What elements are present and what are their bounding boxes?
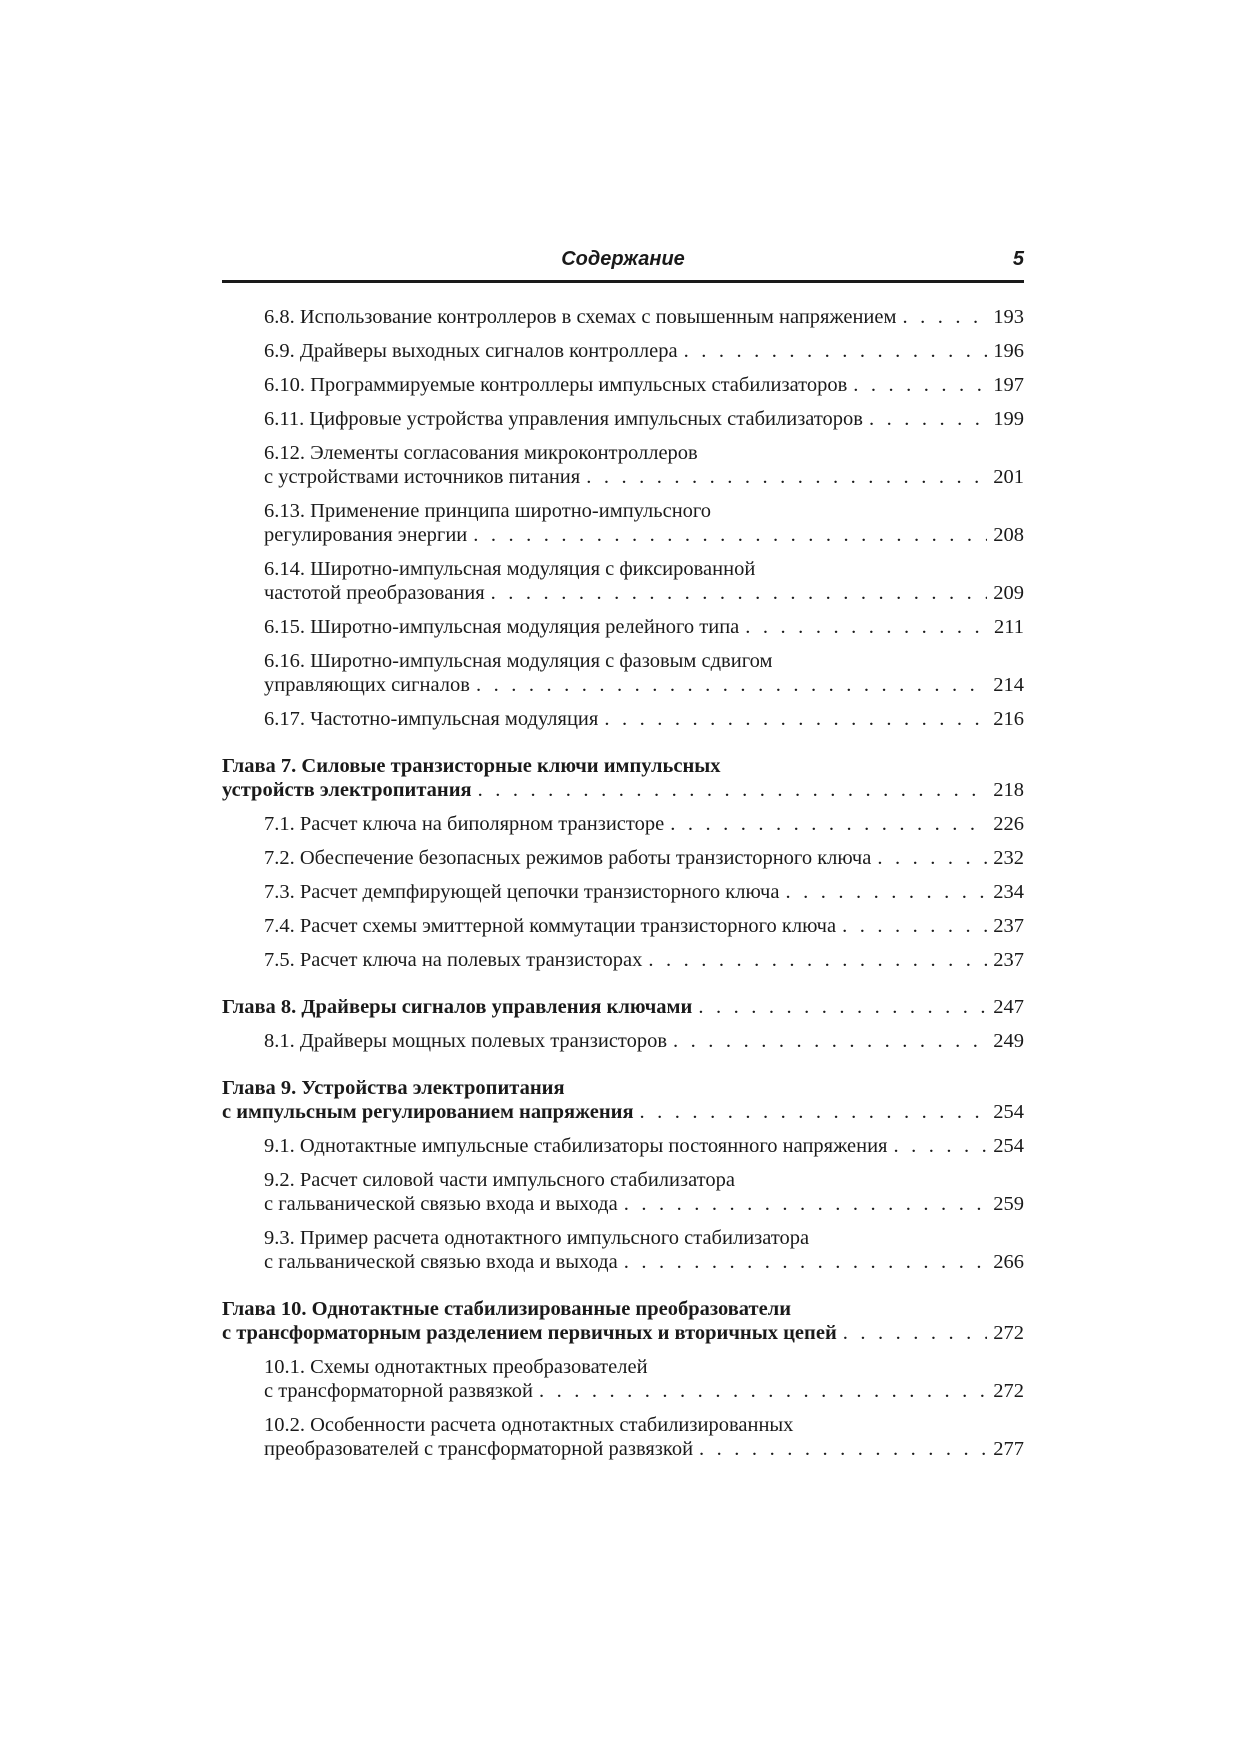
toc-section-entry[interactable] (222, 1029, 1024, 1053)
toc-section-entry[interactable] (222, 812, 1024, 836)
dot-leader (896, 305, 987, 329)
dot-leader (847, 373, 987, 397)
toc-page-number: 216 (993, 708, 1024, 730)
toc-page-number: 277 (993, 1438, 1024, 1460)
toc-entry-leader-line (222, 1321, 1024, 1345)
toc-section-entry[interactable] (222, 1226, 1024, 1274)
toc-page-number: 247 (993, 996, 1024, 1018)
toc-entry-title-line: 6.14. Широтно-импульсная модуляция с фиксированной (264, 558, 756, 580)
toc-entry-leader-line (264, 1250, 1024, 1274)
toc-section-entry[interactable] (222, 880, 1024, 904)
toc-entry-leader-line (264, 339, 1024, 363)
toc-section-entry[interactable] (222, 615, 1024, 639)
toc-page-number: 272 (993, 1322, 1024, 1344)
toc-page-number: 232 (993, 847, 1024, 869)
toc-entry-leader-line (222, 1100, 1024, 1124)
toc-entry-title-line: с импульсным регулированием напряжения (222, 1101, 634, 1123)
toc-entry-leader-line (264, 673, 1024, 697)
toc-page-number: 249 (993, 1030, 1024, 1052)
toc-entry-leader-line (222, 995, 1024, 1019)
table-of-contents (222, 305, 1024, 1471)
toc-page-number: 254 (993, 1101, 1024, 1123)
toc-entry-title-line: 9.1. Однотактные импульсные стабилизаторы постоянного напряжения (264, 1135, 888, 1157)
toc-section-entry[interactable] (222, 1168, 1024, 1216)
dot-leader (533, 1379, 987, 1403)
toc-entry-title-line: 10.2. Особенности расчета однотактных стабилизированных (264, 1414, 794, 1436)
toc-page-number: 259 (993, 1193, 1024, 1215)
toc-entry-leader-line (264, 373, 1024, 397)
toc-page-number: 254 (993, 1135, 1024, 1157)
dot-leader (887, 1134, 987, 1158)
toc-entry-leader-line (264, 581, 1024, 605)
toc-entry-leader-line (264, 880, 1024, 904)
toc-entry-leader-line (264, 1134, 1024, 1158)
toc-entry-leader-line (264, 948, 1024, 972)
toc-entry-leader-line (264, 914, 1024, 938)
toc-entry-title-line: с гальванической связью входа и выхода (264, 1193, 618, 1215)
toc-chapter-entry[interactable] (222, 754, 1024, 802)
toc-entry-leader-line (264, 615, 1024, 639)
toc-entry-leader-line (264, 523, 1024, 547)
toc-entry-title-line: 9.3. Пример расчета однотактного импульсного стабилизатора (264, 1227, 810, 1249)
toc-page-number: 193 (993, 306, 1024, 328)
toc-section-entry[interactable] (222, 1134, 1024, 1158)
toc-entry-title-line: 9.2. Расчет силовой части импульсного стабилизатора (264, 1169, 735, 1191)
toc-entry-title-line: 7.4. Расчет схемы эмиттерной коммутации транзисторного ключа (264, 915, 837, 937)
toc-entry-title-line: 6.12. Элементы согласования микроконтроллеров (264, 442, 698, 464)
toc-entry-title-line: 10.1. Схемы однотактных преобразователей (264, 1356, 648, 1378)
header-title: Содержание (561, 248, 685, 270)
toc-entry-leader-line (264, 707, 1024, 731)
dot-leader (634, 1100, 988, 1124)
toc-entry-title-line: Глава 9. Устройства электропитания (222, 1077, 565, 1099)
toc-page-number: 237 (993, 915, 1024, 937)
toc-chapter-entry[interactable] (222, 995, 1024, 1019)
toc-entry-title-line: Глава 10. Однотактные стабилизированные преобразователи (222, 1298, 792, 1320)
toc-page-number: 214 (993, 674, 1024, 696)
dot-leader (693, 1437, 987, 1461)
toc-entry-title-line: 6.15. Широтно-импульсная модуляция релейного типа (264, 616, 740, 638)
dot-leader (779, 880, 987, 904)
toc-entry-title-line: управляющих сигналов (264, 674, 470, 696)
toc-section-entry[interactable] (222, 373, 1024, 397)
toc-page-number: 211 (994, 616, 1024, 638)
toc-section-entry[interactable] (222, 914, 1024, 938)
toc-entry-title-line: 6.16. Широтно-импульсная модуляция с фазовым сдвигом (264, 650, 773, 672)
toc-entry-leader-line (222, 778, 1024, 802)
toc-section-entry[interactable] (222, 649, 1024, 697)
toc-entry-title-line: Глава 7. Силовые транзисторные ключи импульсных (222, 755, 721, 777)
toc-entry-title-line: 6.17. Частотно-импульсная модуляция (264, 708, 599, 730)
toc-entry-title-line: Глава 8. Драйверы сигналов управления ключами (222, 996, 693, 1018)
toc-entry-title-line: 6.8. Использование контроллеров в схемах с повышенным напряжением (264, 306, 897, 328)
dot-leader (692, 995, 987, 1019)
dot-leader (467, 523, 987, 547)
toc-section-entry[interactable] (222, 846, 1024, 870)
toc-page-number: 226 (993, 813, 1024, 835)
toc-section-entry[interactable] (222, 407, 1024, 431)
dot-leader (863, 407, 987, 431)
toc-entry-title-line: 6.11. Цифровые устройства управления импульсных стабилизаторов (264, 408, 863, 430)
dot-leader (739, 615, 988, 639)
toc-entry-title-line: частотой преобразования (264, 582, 485, 604)
toc-chapter-entry[interactable] (222, 1076, 1024, 1124)
toc-entry-leader-line (264, 812, 1024, 836)
toc-page-number: 208 (993, 524, 1024, 546)
toc-entry-title-line: 7.3. Расчет демпфирующей цепочки транзисторного ключа (264, 881, 780, 903)
dot-leader (470, 673, 987, 697)
toc-page-number: 237 (993, 949, 1024, 971)
toc-entry-title-line: с трансформаторным разделением первичных и вторичных цепей (222, 1322, 837, 1344)
toc-section-entry[interactable] (222, 339, 1024, 363)
toc-page-number: 196 (993, 340, 1024, 362)
toc-page-number: 201 (993, 466, 1024, 488)
dot-leader (836, 914, 987, 938)
toc-entry-leader-line (264, 1379, 1024, 1403)
toc-entry-title-line: 6.13. Применение принципа широтно-импульсного (264, 500, 712, 522)
toc-section-entry[interactable] (222, 557, 1024, 605)
dot-leader (664, 812, 987, 836)
toc-entry-title-line: 7.5. Расчет ключа на полевых транзисторах (264, 949, 643, 971)
dot-leader (678, 339, 988, 363)
dot-leader (667, 1029, 987, 1053)
dot-leader (472, 778, 988, 802)
dot-leader (580, 465, 987, 489)
toc-entry-title-line: преобразователей с трансформаторной развязкой (264, 1438, 694, 1460)
toc-entry-title-line: с трансформаторной развязкой (264, 1380, 534, 1402)
dot-leader (618, 1192, 988, 1216)
toc-chapter-entry[interactable] (222, 1297, 1024, 1345)
toc-section-entry[interactable] (222, 499, 1024, 547)
toc-entry-leader-line (264, 1437, 1024, 1461)
toc-entry-title-line: регулирования энергии (264, 524, 468, 546)
dot-leader (618, 1250, 988, 1274)
dot-leader (871, 846, 987, 870)
toc-page-number: 197 (993, 374, 1024, 396)
toc-entry-leader-line (264, 1192, 1024, 1216)
toc-entry-title-line: 7.2. Обеспечение безопасных режимов работы транзисторного ключа (264, 847, 872, 869)
running-header (222, 246, 1024, 283)
toc-entry-leader-line (264, 305, 1024, 329)
toc-entry-leader-line (264, 407, 1024, 431)
toc-page-number: 234 (993, 881, 1024, 903)
dot-leader (642, 948, 987, 972)
toc-page-number: 272 (993, 1380, 1024, 1402)
dot-leader (598, 707, 987, 731)
toc-entry-title-line: 8.1. Драйверы мощных полевых транзисторов (264, 1030, 668, 1052)
toc-section-entry[interactable] (222, 1355, 1024, 1403)
toc-entry-title-line: с устройствами источников питания (264, 466, 581, 488)
toc-entry-title-line: 6.9. Драйверы выходных сигналов контроллера (264, 340, 678, 362)
dot-leader (837, 1321, 988, 1345)
toc-section-entry[interactable] (222, 441, 1024, 489)
toc-page-number: 218 (993, 779, 1024, 801)
toc-page-number: 199 (993, 408, 1024, 430)
toc-entry-leader-line (264, 465, 1024, 489)
toc-entry-title-line: устройств электропитания (222, 779, 472, 801)
dot-leader (485, 581, 988, 605)
header-page-number: 5 (1012, 248, 1024, 270)
toc-entry-title-line: 6.10. Программируемые контроллеры импульсных стабилизаторов (264, 374, 848, 396)
toc-entry-leader-line (264, 846, 1024, 870)
toc-page-number: 266 (993, 1251, 1024, 1273)
toc-entry-title-line: с гальванической связью входа и выхода (264, 1251, 618, 1273)
toc-section-entry[interactable] (222, 707, 1024, 731)
toc-page-number: 209 (993, 582, 1024, 604)
toc-entry-title-line: 7.1. Расчет ключа на биполярном транзисторе (264, 813, 665, 835)
toc-entry-leader-line (264, 1029, 1024, 1053)
toc-section-entry[interactable] (222, 948, 1024, 972)
toc-section-entry[interactable] (222, 305, 1024, 329)
toc-section-entry[interactable] (222, 1413, 1024, 1461)
